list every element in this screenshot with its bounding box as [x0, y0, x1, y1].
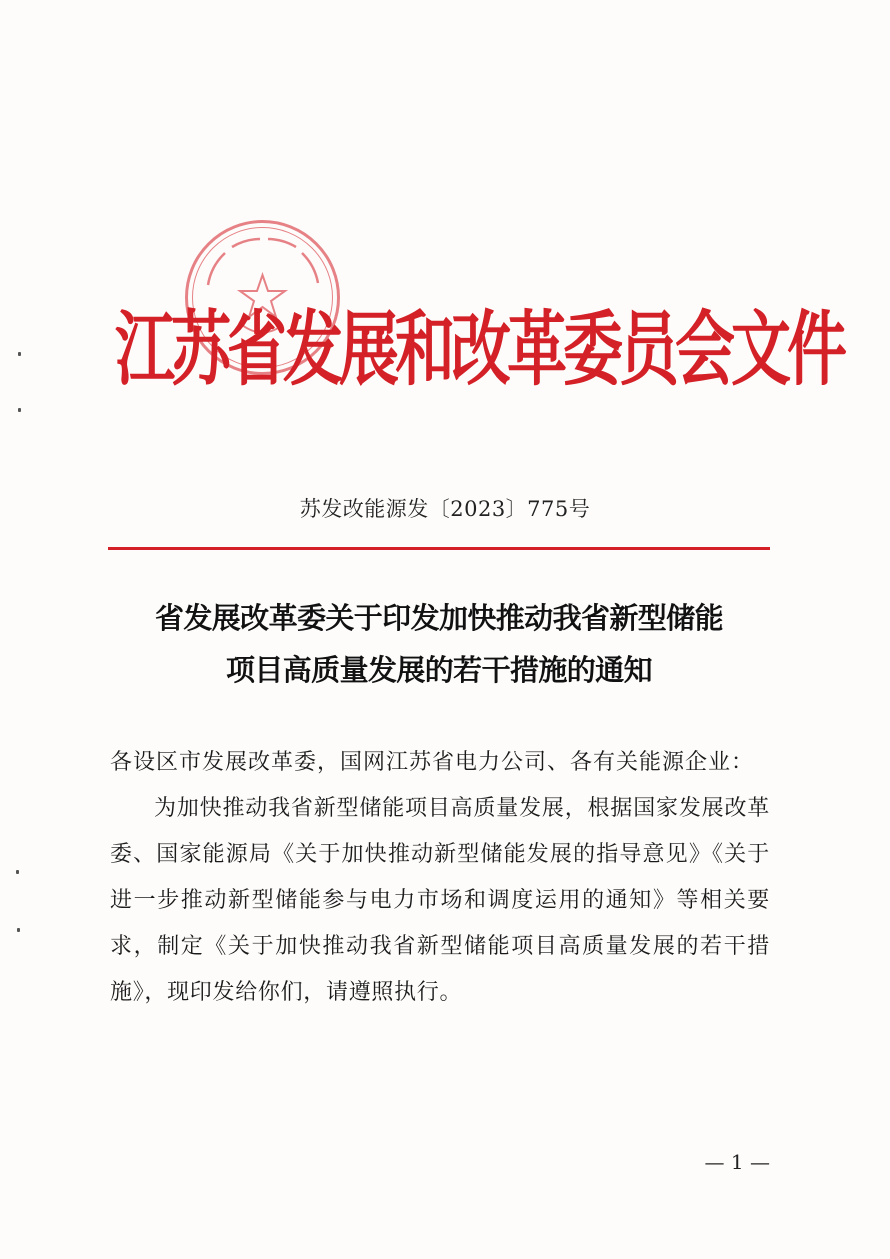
- notice-title: [108, 592, 770, 696]
- notice-title-line-2: 项目高质量发展的若干措施的通知: [225, 653, 652, 687]
- header-title: 江苏省发展和改革委员会文件: [115, 303, 843, 398]
- scan-speck: [18, 408, 21, 412]
- page-number: — 1 —: [704, 1150, 770, 1174]
- salutation: 各设区市发展改革委，国网江苏省电力公司、各有关能源企业：: [110, 750, 755, 775]
- red-divider: [108, 547, 770, 550]
- body-paragraph: 为加快推动我省新型储能项目高质量发展，根据国家发展改革委、国家能源局《关于加快推动新型储能发展的指导意见》《关于进一步推动新型储能参与电力市场和调度运用的通知》等相关要求，制定《关于加快推动我省新型储能项目高质量发展的若干措施》，现印发给你们，请遵照执行。: [110, 796, 770, 1005]
- document-number: 苏发改能源发〔2023〕775号: [299, 497, 591, 521]
- notice-title-line-1: 省发展改革委关于印发加快推动我省新型储能: [154, 601, 723, 635]
- scan-speck: [18, 352, 21, 356]
- scan-speck: [17, 928, 20, 932]
- body-text: [110, 740, 770, 1016]
- scan-speck: [16, 870, 19, 874]
